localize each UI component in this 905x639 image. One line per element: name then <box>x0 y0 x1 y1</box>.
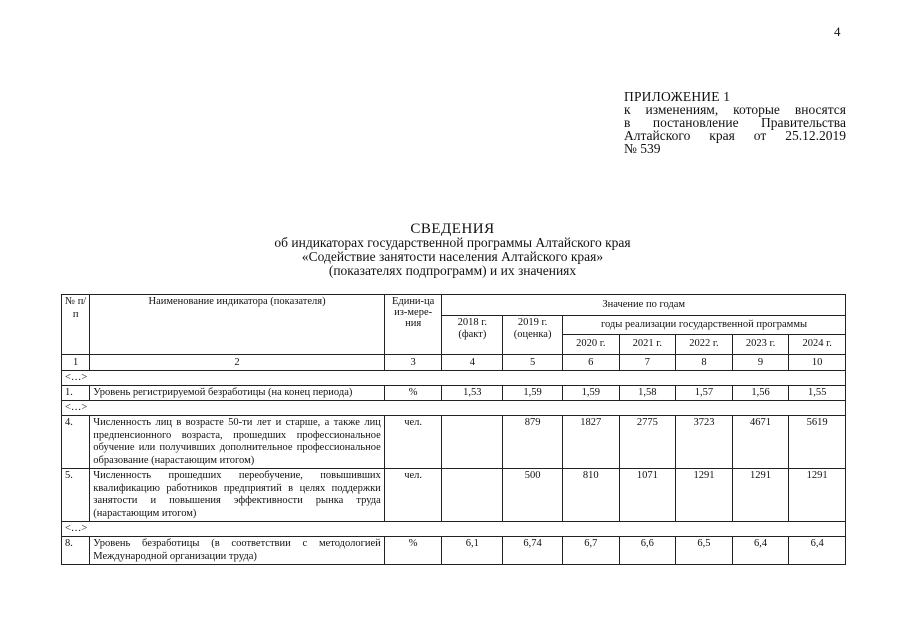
gap-row <box>62 522 846 537</box>
row-value: 1291 <box>676 469 733 522</box>
column-number: 10 <box>789 354 846 370</box>
row-name: Численность лиц в возрасте 50-ти лет и старше, а также лиц предпенсионного возраста, прошедших профессиональное обучение или получивших дополнительное профессиональное образование (нарастающим итогом) <box>90 416 385 469</box>
gap-row <box>62 401 846 416</box>
header-year: 2023 г. <box>732 335 789 355</box>
row-value: 1,59 <box>562 385 619 401</box>
document-heading <box>200 222 705 278</box>
row-number: 1. <box>62 385 90 401</box>
column-number: 8 <box>676 354 733 370</box>
header-unit: Едини-ца из-мере-ния <box>384 295 442 355</box>
column-number: 9 <box>732 354 789 370</box>
row-value: 500 <box>503 469 563 522</box>
header-no: № п/п <box>62 295 90 355</box>
row-value: 1,58 <box>619 385 676 401</box>
row-value: 6,7 <box>562 537 619 565</box>
header-values-by-year: Значение по годам <box>442 295 846 316</box>
row-value: 6,6 <box>619 537 676 565</box>
header-year: 2024 г. <box>789 335 846 355</box>
row-value: 6,4 <box>789 537 846 565</box>
row-value: 3723 <box>676 416 733 469</box>
row-number: 4. <box>62 416 90 469</box>
appendix-line: № 539 <box>624 141 661 156</box>
row-name: Уровень безработицы (в соответствии с методологией Международной организации труда) <box>90 537 385 565</box>
row-name: Численность прошедших переобучение, повышивших квалификацию работников предприятий в целях поддержки занятости и повышения эффективности рынка труда (нарастающим итогом) <box>90 469 385 522</box>
heading-line: «Содействие занятости населения Алтайского края» <box>301 249 604 264</box>
row-value: 1,59 <box>503 385 563 401</box>
row-value: 5619 <box>789 416 846 469</box>
heading-line: (показателях подпрограмм) и их значениях <box>328 263 577 278</box>
appendix-line: в постановление Правительства <box>624 115 846 130</box>
appendix-title: ПРИЛОЖЕНИЕ 1 <box>624 89 731 104</box>
row-value: 1,56 <box>732 385 789 401</box>
row-number: 8. <box>62 537 90 565</box>
row-value: 1,55 <box>789 385 846 401</box>
column-number: 6 <box>562 354 619 370</box>
header-row <box>62 295 846 316</box>
row-value: 1,53 <box>442 385 503 401</box>
table-row <box>62 537 846 565</box>
table-row <box>62 385 846 401</box>
indicators-table <box>61 294 846 565</box>
row-name: Уровень регистрируемой безработицы (на конец периода) <box>90 385 385 401</box>
column-number: 1 <box>62 354 90 370</box>
column-number: 5 <box>503 354 563 370</box>
appendix-line: к изменениям, которые вносятся <box>624 102 846 117</box>
row-value: 1,57 <box>676 385 733 401</box>
header-year: 2021 г. <box>619 335 676 355</box>
row-unit: % <box>384 537 442 565</box>
row-value: 1071 <box>619 469 676 522</box>
row-value: 879 <box>503 416 563 469</box>
header-name: Наименование индикатора (показателя) <box>90 295 385 355</box>
table-row <box>62 469 846 522</box>
row-number: 5. <box>62 469 90 522</box>
column-numbers-row <box>62 354 846 370</box>
row-value: 6,5 <box>676 537 733 565</box>
row-value: 6,74 <box>503 537 563 565</box>
row-value: 6,4 <box>732 537 789 565</box>
row-unit: % <box>384 385 442 401</box>
column-number: 3 <box>384 354 442 370</box>
row-value: 1291 <box>789 469 846 522</box>
row-value <box>442 416 503 469</box>
appendix-line: Алтайского края от 25.12.2019 <box>624 128 846 143</box>
column-number: 7 <box>619 354 676 370</box>
table-row <box>62 416 846 469</box>
row-value: 4671 <box>732 416 789 469</box>
appendix-block <box>624 90 846 155</box>
heading-line: об индикаторах государственной программы Алтайского края <box>274 235 631 250</box>
header-year: 2020 г. <box>562 335 619 355</box>
header-year: 2022 г. <box>676 335 733 355</box>
heading-title: СВЕДЕНИЯ <box>410 221 495 237</box>
row-value <box>442 469 503 522</box>
row-unit: чел. <box>384 416 442 469</box>
header-program-years: годы реализации государственной программы <box>562 315 845 335</box>
header-2019: 2019 г. (оценка) <box>503 315 563 354</box>
gap-marker: <…> <box>62 401 846 416</box>
column-number: 2 <box>90 354 385 370</box>
row-value: 1827 <box>562 416 619 469</box>
gap-row <box>62 370 846 385</box>
gap-marker: <…> <box>62 522 846 537</box>
row-value: 2775 <box>619 416 676 469</box>
page-number: 4 <box>834 24 841 39</box>
gap-marker: <…> <box>62 370 846 385</box>
header-2018: 2018 г. (факт) <box>442 315 503 354</box>
row-value: 6,1 <box>442 537 503 565</box>
row-value: 810 <box>562 469 619 522</box>
column-number: 4 <box>442 354 503 370</box>
row-value: 1291 <box>732 469 789 522</box>
row-unit: чел. <box>384 469 442 522</box>
